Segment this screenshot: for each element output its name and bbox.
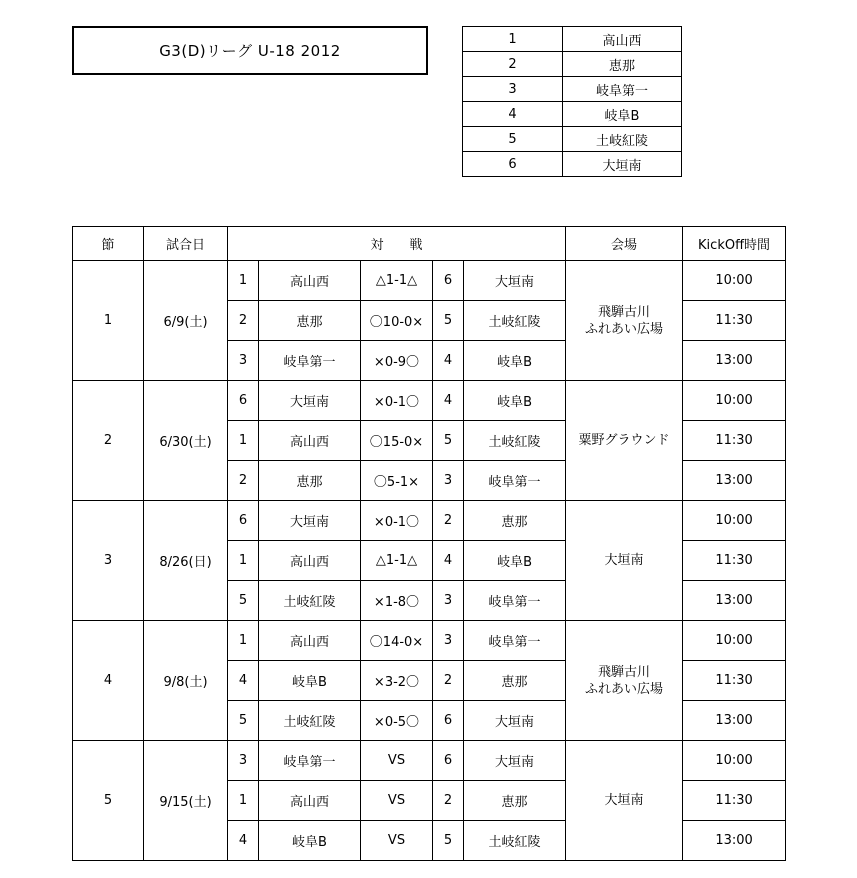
kickoff-time: 10:00 [683, 621, 786, 661]
home-team: 高山西 [259, 541, 361, 581]
away-team: 恵那 [464, 501, 566, 541]
match-result: ×0-1〇 [361, 501, 433, 541]
match-date: 9/8(土) [144, 621, 228, 741]
match-result: VS [361, 821, 433, 861]
home-team-number: 4 [228, 661, 259, 701]
team-name: 大垣南 [563, 152, 682, 177]
header-row [73, 227, 786, 261]
match-result: ×0-9〇 [361, 341, 433, 381]
team-row [463, 77, 682, 102]
team-number: 3 [463, 77, 563, 102]
kickoff-time: 10:00 [683, 381, 786, 421]
away-team: 恵那 [464, 661, 566, 701]
home-team-number: 2 [228, 461, 259, 501]
match-result: VS [361, 781, 433, 821]
team-name: 岐阜第一 [563, 77, 682, 102]
away-team-number: 3 [433, 621, 464, 661]
round-number: 4 [73, 621, 144, 741]
home-team: 恵那 [259, 301, 361, 341]
match-result: 〇10-0× [361, 301, 433, 341]
kickoff-time: 10:00 [683, 261, 786, 301]
kickoff-time: 11:30 [683, 781, 786, 821]
header-round: 節 [73, 227, 144, 261]
away-team: 大垣南 [464, 701, 566, 741]
away-team-number: 3 [433, 581, 464, 621]
venue [566, 381, 683, 501]
team-name: 高山西 [563, 27, 682, 52]
home-team: 土岐紅陵 [259, 701, 361, 741]
home-team-number: 1 [228, 541, 259, 581]
header-venue: 会場 [566, 227, 683, 261]
home-team: 高山西 [259, 621, 361, 661]
kickoff-time: 13:00 [683, 461, 786, 501]
match-date: 6/30(土) [144, 381, 228, 501]
match-date: 8/26(日) [144, 501, 228, 621]
venue [566, 741, 683, 861]
match-result: ×0-5〇 [361, 701, 433, 741]
team-name: 岐阜B [563, 102, 682, 127]
kickoff-time: 13:00 [683, 701, 786, 741]
kickoff-time: 13:00 [683, 341, 786, 381]
match-date: 6/9(土) [144, 261, 228, 381]
match-result: ×0-1〇 [361, 381, 433, 421]
home-team: 高山西 [259, 261, 361, 301]
home-team-number: 3 [228, 741, 259, 781]
home-team-number: 6 [228, 381, 259, 421]
home-team-number: 6 [228, 501, 259, 541]
header-date: 試合日 [144, 227, 228, 261]
away-team: 大垣南 [464, 261, 566, 301]
home-team: 土岐紅陵 [259, 581, 361, 621]
team-row [463, 52, 682, 77]
match-result: ×3-2〇 [361, 661, 433, 701]
away-team-number: 4 [433, 341, 464, 381]
away-team: 恵那 [464, 781, 566, 821]
kickoff-time: 13:00 [683, 821, 786, 861]
match-row [73, 261, 786, 301]
away-team-number: 2 [433, 661, 464, 701]
away-team-number: 4 [433, 381, 464, 421]
match-row [73, 381, 786, 421]
home-team-number: 1 [228, 261, 259, 301]
venue-line: ふれあい広場 [585, 681, 664, 697]
away-team-number: 6 [433, 741, 464, 781]
venue [566, 621, 683, 741]
venue-line: 粟野グラウンド [578, 433, 670, 448]
venue [566, 261, 683, 381]
team-number: 6 [463, 152, 563, 177]
venue-line: 大垣南 [604, 793, 644, 808]
match-row [73, 741, 786, 781]
home-team: 岐阜第一 [259, 741, 361, 781]
home-team-number: 2 [228, 301, 259, 341]
venue [566, 501, 683, 621]
match-row [73, 501, 786, 541]
team-row [463, 102, 682, 127]
kickoff-time: 10:00 [683, 741, 786, 781]
away-team-number: 5 [433, 421, 464, 461]
away-team: 土岐紅陵 [464, 421, 566, 461]
team-number: 4 [463, 102, 563, 127]
match-result: 〇15-0× [361, 421, 433, 461]
match-result: 〇14-0× [361, 621, 433, 661]
round-number: 3 [73, 501, 144, 621]
away-team-number: 6 [433, 701, 464, 741]
team-row [463, 27, 682, 52]
match-result: ×1-8〇 [361, 581, 433, 621]
venue-line: ふれあい広場 [585, 321, 664, 337]
kickoff-time: 11:30 [683, 301, 786, 341]
round-number: 2 [73, 381, 144, 501]
team-number: 1 [463, 27, 563, 52]
kickoff-time: 13:00 [683, 581, 786, 621]
kickoff-time: 11:30 [683, 661, 786, 701]
away-team-number: 2 [433, 501, 464, 541]
team-name: 恵那 [563, 52, 682, 77]
home-team-number: 4 [228, 821, 259, 861]
kickoff-time: 11:30 [683, 421, 786, 461]
home-team: 岐阜第一 [259, 341, 361, 381]
match-date: 9/15(土) [144, 741, 228, 861]
home-team-number: 5 [228, 581, 259, 621]
home-team: 恵那 [259, 461, 361, 501]
home-team-number: 3 [228, 341, 259, 381]
match-result: VS [361, 741, 433, 781]
team-number: 2 [463, 52, 563, 77]
away-team: 土岐紅陵 [464, 301, 566, 341]
header-match: 対 戦 [228, 227, 566, 261]
away-team-number: 3 [433, 461, 464, 501]
away-team: 岐阜B [464, 381, 566, 421]
home-team-number: 1 [228, 421, 259, 461]
team-number: 5 [463, 127, 563, 152]
team-name: 土岐紅陵 [563, 127, 682, 152]
header-kickoff: KickOff時間 [683, 227, 786, 261]
schedule-table [72, 226, 786, 861]
home-team-number: 5 [228, 701, 259, 741]
match-result: 〇5-1× [361, 461, 433, 501]
away-team: 岐阜B [464, 341, 566, 381]
away-team: 岐阜第一 [464, 461, 566, 501]
match-result: △1-1△ [361, 261, 433, 301]
page-title: G3(D)リーグ U-18 2012 [72, 26, 428, 75]
away-team: 岐阜第一 [464, 621, 566, 661]
kickoff-time: 10:00 [683, 501, 786, 541]
venue-line: 大垣南 [604, 553, 644, 568]
home-team: 大垣南 [259, 381, 361, 421]
team-list [462, 26, 682, 177]
away-team: 土岐紅陵 [464, 821, 566, 861]
home-team: 高山西 [259, 781, 361, 821]
away-team: 岐阜第一 [464, 581, 566, 621]
team-row [463, 152, 682, 177]
home-team: 高山西 [259, 421, 361, 461]
venue-line: 飛騨古川 [598, 304, 651, 320]
away-team-number: 5 [433, 301, 464, 341]
round-number: 5 [73, 741, 144, 861]
home-team-number: 1 [228, 781, 259, 821]
round-number: 1 [73, 261, 144, 381]
home-team: 岐阜B [259, 661, 361, 701]
away-team-number: 5 [433, 821, 464, 861]
away-team-number: 6 [433, 261, 464, 301]
venue-line: 飛騨古川 [598, 664, 651, 680]
away-team-number: 2 [433, 781, 464, 821]
kickoff-time: 11:30 [683, 541, 786, 581]
home-team: 大垣南 [259, 501, 361, 541]
away-team: 岐阜B [464, 541, 566, 581]
home-team-number: 1 [228, 621, 259, 661]
team-row [463, 127, 682, 152]
match-row [73, 621, 786, 661]
match-result: △1-1△ [361, 541, 433, 581]
away-team: 大垣南 [464, 741, 566, 781]
home-team: 岐阜B [259, 821, 361, 861]
away-team-number: 4 [433, 541, 464, 581]
